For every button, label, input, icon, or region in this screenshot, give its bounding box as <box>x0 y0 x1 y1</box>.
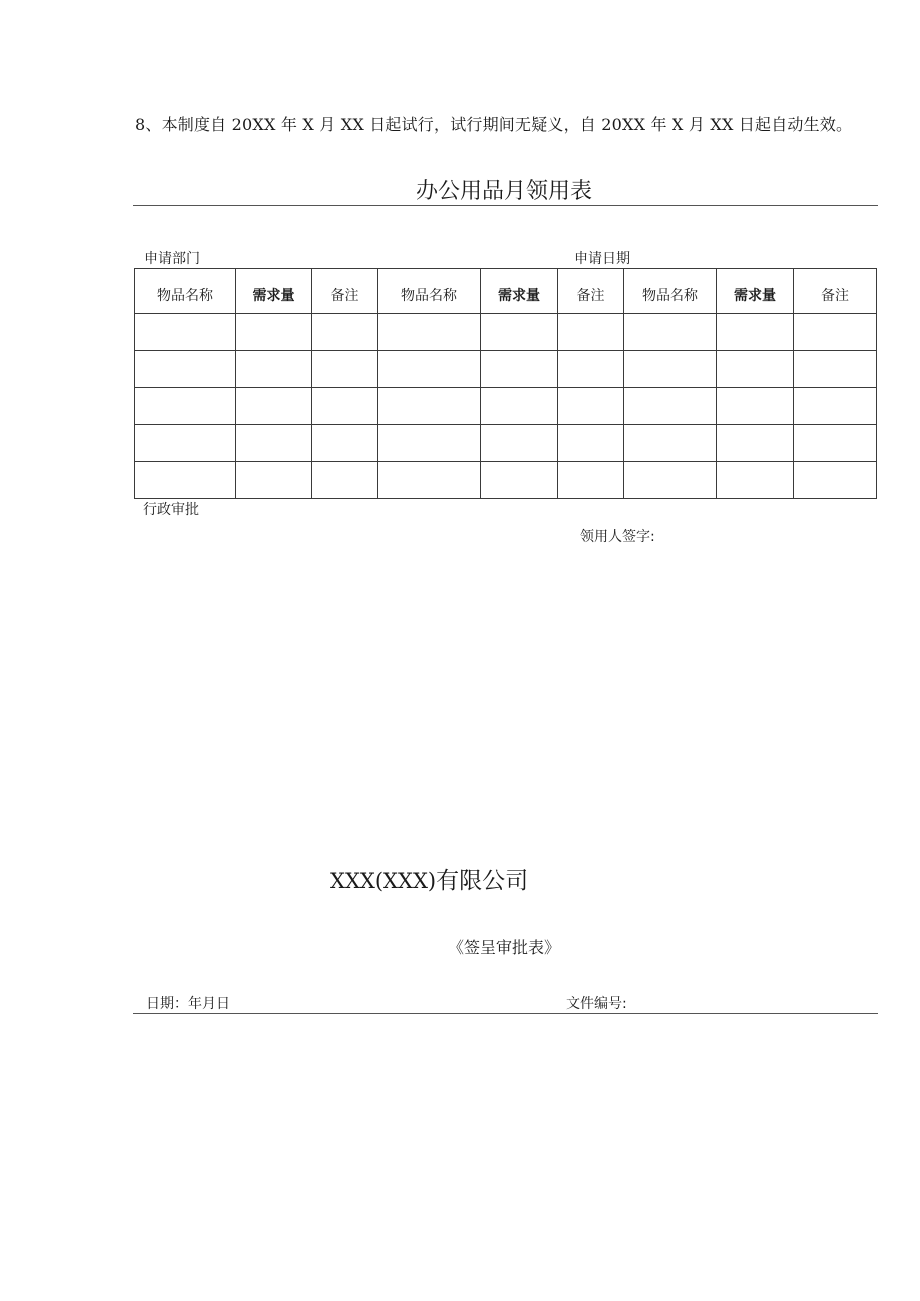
column-header-remarks: 备注 <box>312 269 378 314</box>
table-cell[interactable] <box>378 314 481 351</box>
table-cell[interactable] <box>717 425 794 462</box>
table-cell[interactable] <box>794 425 877 462</box>
table-cell[interactable] <box>236 425 312 462</box>
doc-number-label: 文件编号: <box>566 996 627 1012</box>
supply-request-table <box>134 268 877 499</box>
table-cell[interactable] <box>558 425 624 462</box>
table-cell[interactable] <box>378 388 481 425</box>
column-header-quantity: 需求量 <box>236 269 312 314</box>
table-cell[interactable] <box>378 351 481 388</box>
table-cell[interactable] <box>558 388 624 425</box>
table-cell[interactable] <box>312 462 378 499</box>
table-cell[interactable] <box>135 351 236 388</box>
column-header-item-name: 物品名称 <box>378 269 481 314</box>
table-cell[interactable] <box>481 388 558 425</box>
table-cell[interactable] <box>558 462 624 499</box>
table-cell[interactable] <box>135 388 236 425</box>
approval-form-subtitle: 《签呈审批表》 <box>448 938 561 957</box>
department-label: 申请部门 <box>144 251 200 267</box>
table-cell[interactable] <box>794 314 877 351</box>
approval-date-label: 日期：年月日 <box>146 996 230 1012</box>
form-title: 办公用品月领用表 <box>415 179 592 204</box>
table-row <box>135 388 877 425</box>
table-cell[interactable] <box>312 314 378 351</box>
column-header-quantity: 需求量 <box>717 269 794 314</box>
company-name-latin: XXX(XXX) <box>330 869 437 893</box>
table-cell[interactable] <box>481 314 558 351</box>
table-cell[interactable] <box>624 314 717 351</box>
table-cell[interactable] <box>558 314 624 351</box>
table-cell[interactable] <box>312 425 378 462</box>
table-cell[interactable] <box>481 462 558 499</box>
table-cell[interactable] <box>794 351 877 388</box>
table-cell[interactable] <box>378 425 481 462</box>
table-cell[interactable] <box>717 351 794 388</box>
table-cell[interactable] <box>135 425 236 462</box>
table-cell[interactable] <box>717 314 794 351</box>
table-cell[interactable] <box>794 388 877 425</box>
table-cell[interactable] <box>236 351 312 388</box>
column-header-item-name: 物品名称 <box>624 269 717 314</box>
date-label: 申请日期 <box>574 251 630 267</box>
table-row <box>135 351 877 388</box>
column-header-remarks: 备注 <box>794 269 877 314</box>
column-header-quantity: 需求量 <box>481 269 558 314</box>
table-row <box>135 425 877 462</box>
table-cell[interactable] <box>794 462 877 499</box>
table-header-row <box>135 269 877 314</box>
table-cell[interactable] <box>624 462 717 499</box>
table-row <box>135 314 877 351</box>
table-cell[interactable] <box>717 462 794 499</box>
table-cell[interactable] <box>624 351 717 388</box>
table-cell[interactable] <box>135 314 236 351</box>
approval-header-rule <box>133 1013 878 1014</box>
admin-approval-label: 行政审批 <box>143 502 199 518</box>
table-cell[interactable] <box>558 351 624 388</box>
table-cell[interactable] <box>481 351 558 388</box>
table-cell[interactable] <box>236 462 312 499</box>
company-name <box>330 862 528 895</box>
table-cell[interactable] <box>135 462 236 499</box>
table-cell[interactable] <box>378 462 481 499</box>
table-cell[interactable] <box>236 314 312 351</box>
column-header-remarks: 备注 <box>558 269 624 314</box>
column-header-item-name: 物品名称 <box>135 269 236 314</box>
company-name-suffix: 有限公司 <box>436 868 529 894</box>
table-cell[interactable] <box>312 388 378 425</box>
recipient-signature-label: 领用人签字: <box>580 529 655 545</box>
clause-text: 8、本制度自 20XX 年 X 月 XX 日起试行，试行期间无疑义，自 20XX 年 X 月 XX 日起自动生效。 <box>135 115 853 134</box>
table-cell[interactable] <box>624 388 717 425</box>
table-cell[interactable] <box>312 351 378 388</box>
table-cell[interactable] <box>717 388 794 425</box>
table-row <box>135 462 877 499</box>
table-cell[interactable] <box>481 425 558 462</box>
table-cell[interactable] <box>236 388 312 425</box>
table-cell[interactable] <box>624 425 717 462</box>
title-underline <box>133 205 878 206</box>
